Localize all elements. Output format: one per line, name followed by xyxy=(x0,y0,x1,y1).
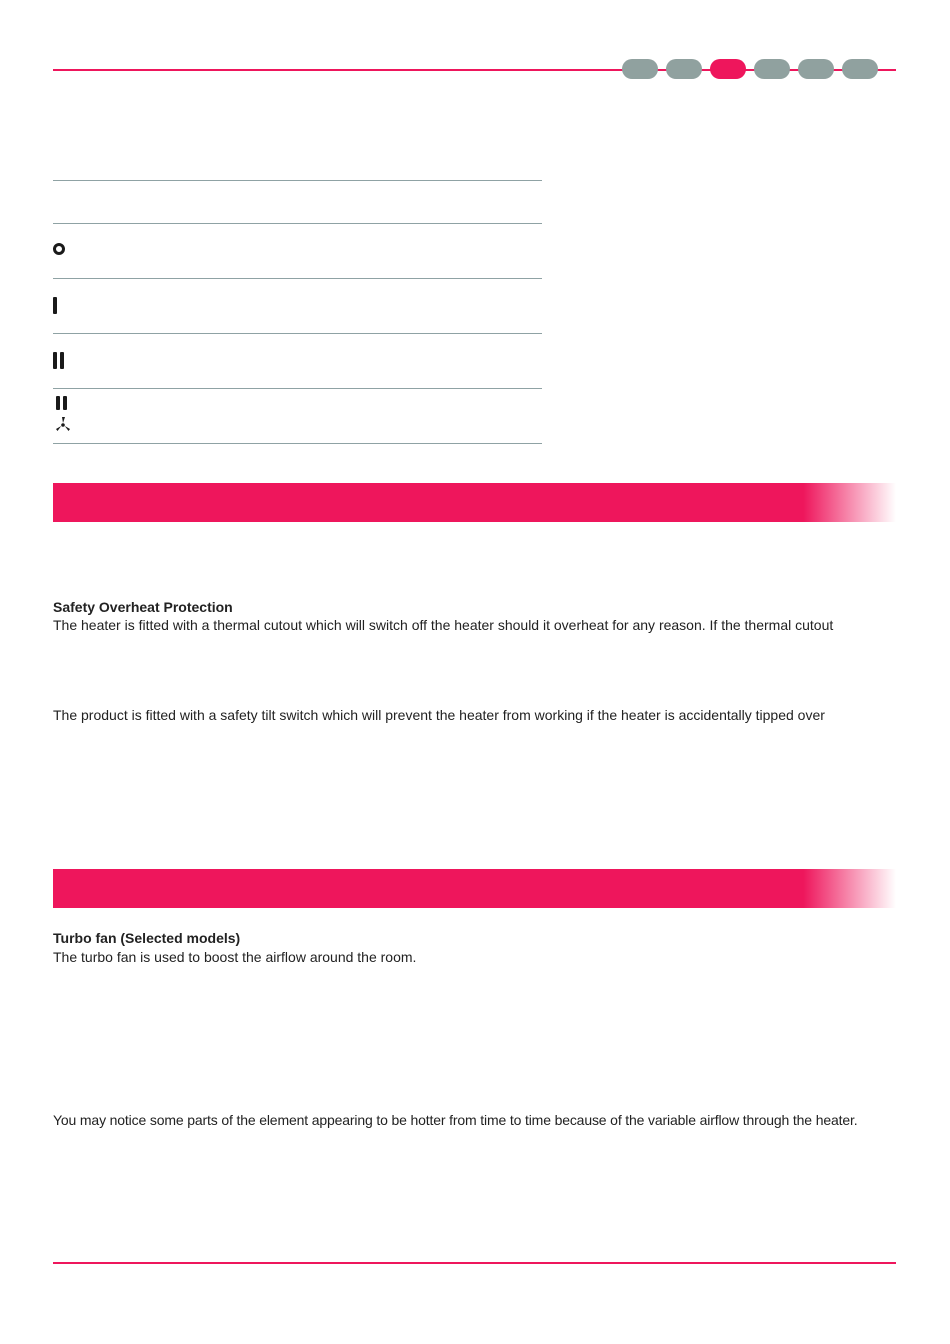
fan-icon xyxy=(53,415,73,435)
footer-divider xyxy=(53,1262,896,1264)
page-dot-3-active[interactable] xyxy=(710,59,746,79)
safety-heading: Safety Overheat Protection xyxy=(53,599,233,615)
turbo-heading: Turbo fan (Selected models) xyxy=(53,930,241,946)
table-row-setting-3-fan xyxy=(53,389,542,444)
section-band-turbo xyxy=(53,869,896,908)
turbo-paragraph-boost: The turbo fan is used to boost the airflow around the room. xyxy=(53,949,417,965)
table-row-off xyxy=(53,224,542,279)
single-bar-icon xyxy=(53,297,57,314)
turbo-paragraph-element: You may notice some parts of the element appearing to be hotter from time to time because of the variable airflow through the heater. xyxy=(53,1112,858,1128)
table-row-setting-2 xyxy=(53,334,542,389)
page-indicator xyxy=(622,58,886,80)
table-row-setting-1 xyxy=(53,279,542,334)
page-dot-5[interactable] xyxy=(798,59,834,79)
page-dot-2[interactable] xyxy=(666,59,702,79)
page-dot-4[interactable] xyxy=(754,59,790,79)
page-dot-1[interactable] xyxy=(622,59,658,79)
safety-paragraph-overheat: The heater is fitted with a thermal cutout which will switch off the heater should it overheat for any reason. If the thermal cutout xyxy=(53,617,834,633)
table-header-row xyxy=(53,181,542,224)
safety-paragraph-tilt: The product is fitted with a safety tilt switch which will prevent the heater from working if the heater is accidentally tipped over xyxy=(53,707,825,723)
settings-table xyxy=(53,180,542,444)
page-dot-6[interactable] xyxy=(842,59,878,79)
off-circle-icon xyxy=(53,243,65,255)
section-band-safety xyxy=(53,483,896,522)
